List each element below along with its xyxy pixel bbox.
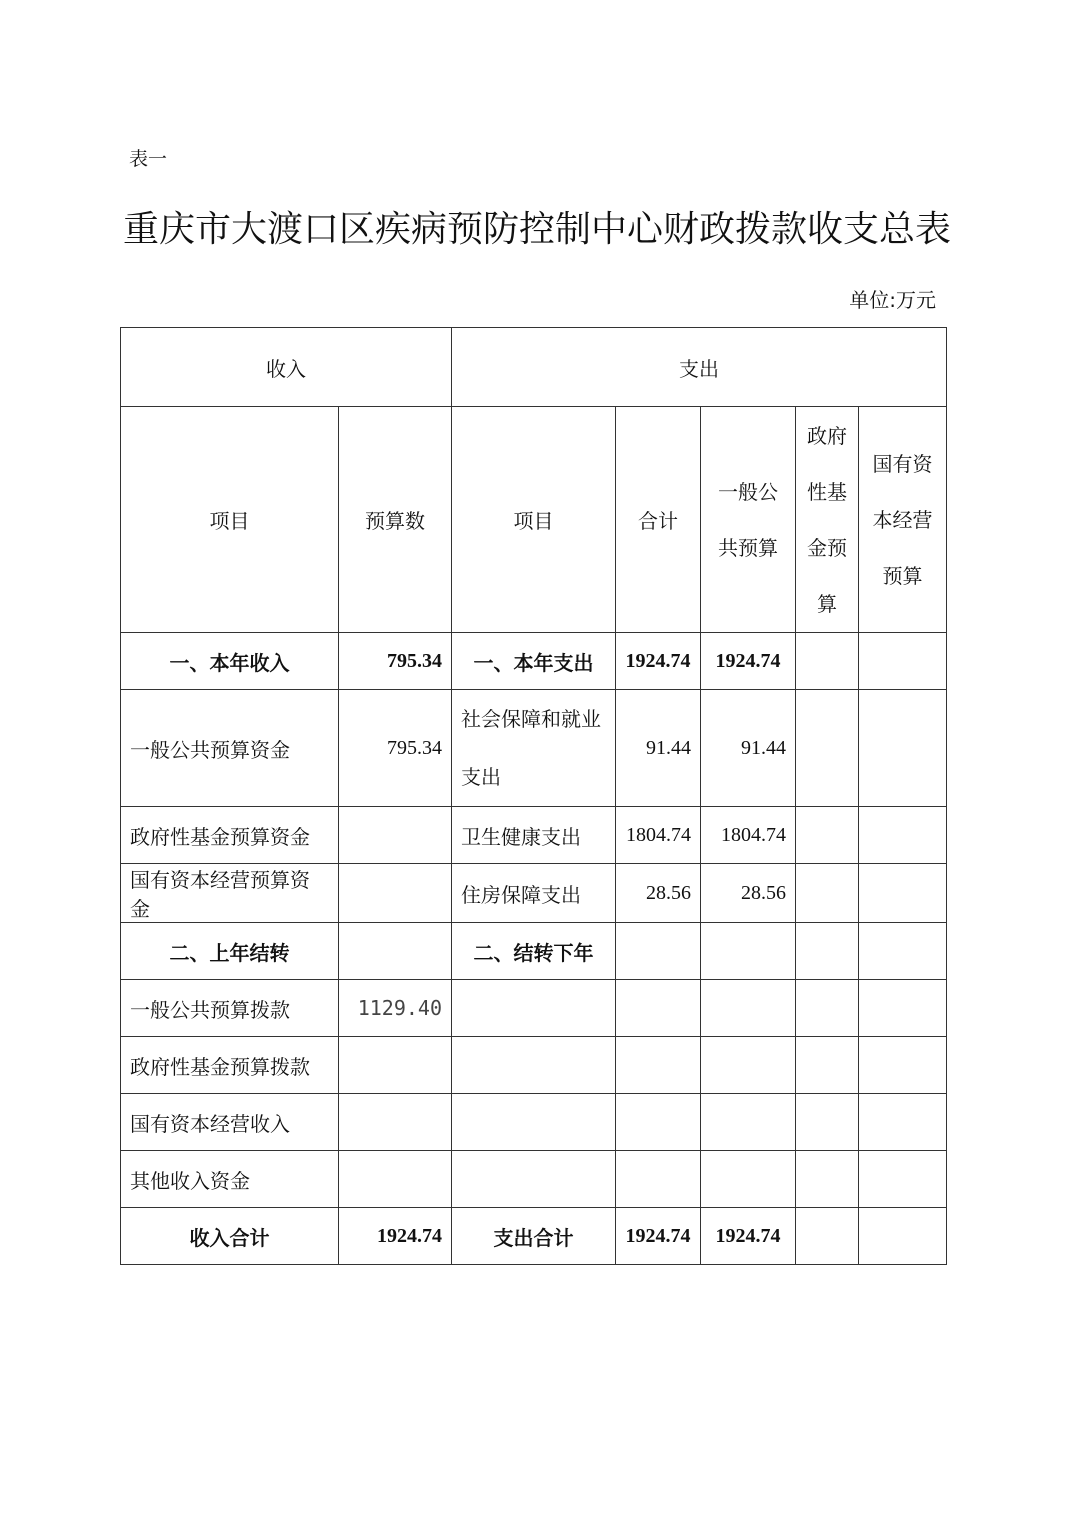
col-header-gov-fund-line2: 性基 <box>807 479 847 504</box>
col-header-general-public-line2: 共预算 <box>718 535 778 560</box>
table-row <box>121 1037 947 1094</box>
state-capital-cell <box>859 690 947 807</box>
gov-fund-cell <box>796 1208 859 1265</box>
expense-item-line2: 支出 <box>461 765 501 789</box>
col-header-gov-fund-line1: 政府 <box>807 423 847 448</box>
income-item-cell: 政府性基金预算拨款 <box>121 1037 339 1094</box>
income-value-cell: 795.34 <box>339 633 452 690</box>
col-header-income-budget: 预算数 <box>339 407 452 633</box>
income-item-cell: 一般公共预算资金 <box>121 690 339 807</box>
general-public-cell <box>701 1037 796 1094</box>
expense-item-cell <box>452 1037 616 1094</box>
table-row <box>121 923 947 980</box>
total-cell <box>616 980 701 1037</box>
state-capital-cell <box>859 633 947 690</box>
table-label: 表一 <box>129 148 168 170</box>
state-capital-cell <box>859 980 947 1037</box>
col-header-state-capital-line2: 本经营 <box>872 507 933 532</box>
general-public-cell: 91.44 <box>701 690 796 807</box>
income-value-cell <box>339 864 452 923</box>
gov-fund-cell <box>796 923 859 980</box>
total-cell: 1804.74 <box>616 807 701 864</box>
unit-label: 单位:万元 <box>849 288 936 312</box>
income-item-cell: 国有资本经营预算资金 <box>121 864 339 923</box>
general-public-cell: 1924.74 <box>701 1208 796 1265</box>
general-public-cell <box>701 1151 796 1208</box>
general-public-cell: 1924.74 <box>701 633 796 690</box>
state-capital-cell <box>859 1208 947 1265</box>
total-cell: 1924.74 <box>616 1208 701 1265</box>
general-public-cell: 28.56 <box>701 864 796 923</box>
expense-item-cell: 二、结转下年 <box>452 923 616 980</box>
income-total-value: 1924.74 <box>339 1208 452 1265</box>
group-header-row <box>121 328 947 407</box>
income-item-cell: 政府性基金预算资金 <box>121 807 339 864</box>
state-capital-cell <box>859 923 947 980</box>
income-value-cell: 795.34 <box>339 690 452 807</box>
col-header-gov-fund <box>796 407 859 633</box>
state-capital-cell <box>859 1094 947 1151</box>
expense-group-header: 支出 <box>452 328 947 407</box>
state-capital-cell <box>859 807 947 864</box>
gov-fund-cell <box>796 980 859 1037</box>
expense-total-label: 支出合计 <box>452 1208 616 1265</box>
col-header-income-item: 项目 <box>121 407 339 633</box>
gov-fund-cell <box>796 864 859 923</box>
expense-item-cell <box>452 1094 616 1151</box>
total-cell <box>616 1151 701 1208</box>
gov-fund-cell <box>796 807 859 864</box>
income-item-cell: 一般公共预算拨款 <box>121 980 339 1037</box>
income-value-cell <box>339 1151 452 1208</box>
col-header-gov-fund-line3: 金预 <box>807 535 847 560</box>
general-public-cell <box>701 923 796 980</box>
table-row <box>121 807 947 864</box>
income-value-cell <box>339 1094 452 1151</box>
expense-item-line1: 社会保障和就业 <box>461 707 601 731</box>
col-header-state-capital <box>859 407 947 633</box>
expense-item-cell: 住房保障支出 <box>452 864 616 923</box>
state-capital-cell <box>859 1151 947 1208</box>
expense-item-cell <box>452 1151 616 1208</box>
table-row <box>121 690 947 807</box>
gov-fund-cell <box>796 1037 859 1094</box>
gov-fund-cell <box>796 1151 859 1208</box>
state-capital-cell <box>859 864 947 923</box>
col-header-general-public-line1: 一般公 <box>718 479 778 504</box>
expense-item-cell <box>452 690 616 807</box>
table-row-total <box>121 1208 947 1265</box>
income-item-cell: 其他收入资金 <box>121 1151 339 1208</box>
col-header-expense-item: 项目 <box>452 407 616 633</box>
budget-summary-table <box>120 327 947 1265</box>
income-value-cell <box>339 923 452 980</box>
income-group-header: 收入 <box>121 328 452 407</box>
col-header-gov-fund-line4: 算 <box>817 591 837 616</box>
income-item-cell: 二、上年结转 <box>121 923 339 980</box>
table-row <box>121 864 947 923</box>
col-header-total: 合计 <box>616 407 701 633</box>
income-value-cell <box>339 1037 452 1094</box>
gov-fund-cell <box>796 690 859 807</box>
income-value-cell: 1129.40 <box>339 980 452 1037</box>
expense-item-cell: 一、本年支出 <box>452 633 616 690</box>
gov-fund-cell <box>796 1094 859 1151</box>
total-cell: 1924.74 <box>616 633 701 690</box>
gov-fund-cell <box>796 633 859 690</box>
col-header-general-public <box>701 407 796 633</box>
general-public-cell <box>701 980 796 1037</box>
col-header-state-capital-line1: 国有资 <box>872 451 933 476</box>
income-item-cell: 国有资本经营收入 <box>121 1094 339 1151</box>
table-row <box>121 633 947 690</box>
total-cell <box>616 1094 701 1151</box>
col-header-state-capital-line3: 预算 <box>882 563 923 588</box>
total-cell: 91.44 <box>616 690 701 807</box>
state-capital-cell <box>859 1037 947 1094</box>
table-row <box>121 1094 947 1151</box>
table-row <box>121 1151 947 1208</box>
expense-item-cell: 卫生健康支出 <box>452 807 616 864</box>
income-item-cell: 一、本年收入 <box>121 633 339 690</box>
total-cell <box>616 1037 701 1094</box>
total-cell <box>616 923 701 980</box>
general-public-cell: 1804.74 <box>701 807 796 864</box>
column-header-row <box>121 407 947 633</box>
income-total-label: 收入合计 <box>121 1208 339 1265</box>
table-row <box>121 980 947 1037</box>
expense-item-cell <box>452 980 616 1037</box>
document-title: 重庆市大渡口区疾病预防控制中心财政拨款收支总表 <box>122 209 951 250</box>
income-value-cell <box>339 807 452 864</box>
general-public-cell <box>701 1094 796 1151</box>
total-cell: 28.56 <box>616 864 701 923</box>
